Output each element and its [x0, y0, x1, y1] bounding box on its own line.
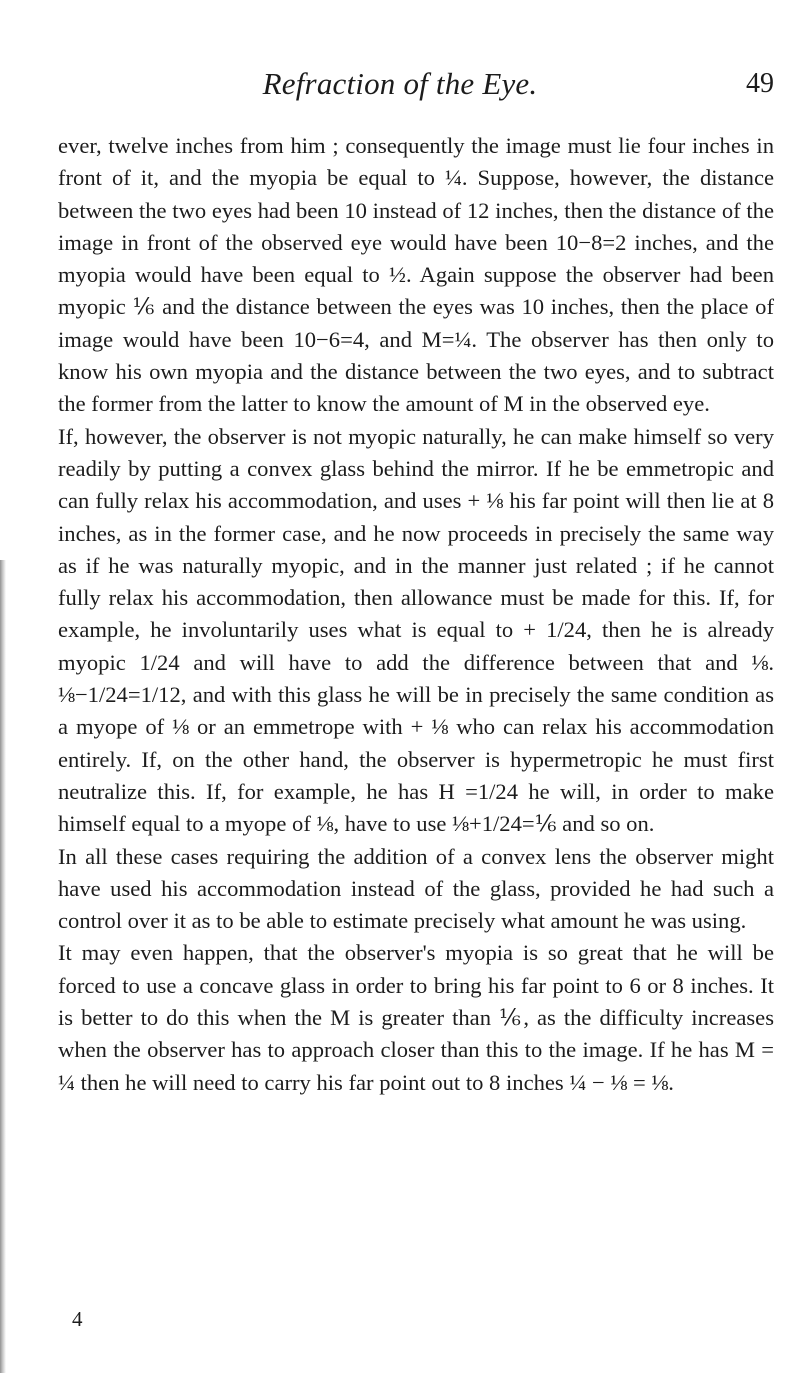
body-text	[58, 130, 774, 1099]
signature-mark: 4	[72, 1307, 83, 1331]
page-edge-shadow	[0, 560, 6, 1373]
running-title: Refraction of the Eye.	[262, 66, 538, 101]
paragraph-2: If, however, the observer is not myopic naturally, he can make himself so very readily by putting a convex glass behind the mirror. If he be emmetropic and can fully relax his accommodation, and uses + ⅛ his far point will then lie at 8 inches, as in the former case, and he now proceeds in precisely the same way as if he was naturally myopic, and in the manner just related ; if he cannot fully relax his accommodation, then allowance must be made for this. If, for example, he involuntarily uses what is equal to + 1/24, then he is already myopic 1/24 and will have to add the difference between that and ⅛. ⅛−1/24=1/12, and with this glass he will be in precisely the same condition as a myope of ⅛ or an emmetrope with + ⅛ who can relax his accommodation entirely. If, on the other hand, the observer is hypermetropic he must first neutralize this. If, for example, he has H =1/24 he will, in order to make himself equal to a myope of ⅛, have to use ⅛+1/24=⅙ and so on.	[58, 423, 774, 837]
page-header	[0, 66, 800, 106]
paragraph-3: In all these cases requiring the addition of a convex lens the observer might have used his accommodation instead of the glass, provided he had such a control over it as to be able to estimate precisely what amount he was using.	[58, 843, 774, 934]
page-number: 49	[746, 68, 774, 99]
paragraph-4: It may even happen, that the observer's myopia is so great that he will be forced to use a concave glass in order to bring his far point to 6 or 8 inches. It is better to do this when the M is greater than ⅙, as the difficulty increases when the observer has to approach closer than this to the image. If he has M = ¼ then he will need to carry his far point out to 8 inches ¼ − ⅛ = ⅛.	[58, 940, 774, 1095]
paragraph-1: ever, twelve inches from him ; consequently the image must lie four inches in front of it, and the myopia be equal to ¼. Suppose, however, the distance between the two eyes had been 10 instead of 12 inches, then the distance of the image in front of the observed eye would have been 10−8=2 inches, and the myopia would have been equal to ½. Again suppose the observer had been myopic ⅙ and the distance between the eyes was 10 inches, then the place of image would have been 10−6=4, and M=¼. The observer has then only to know his own myopia and the distance between the two eyes, and to subtract the former from the latter to know the amount of M in the observed eye.	[58, 133, 774, 417]
